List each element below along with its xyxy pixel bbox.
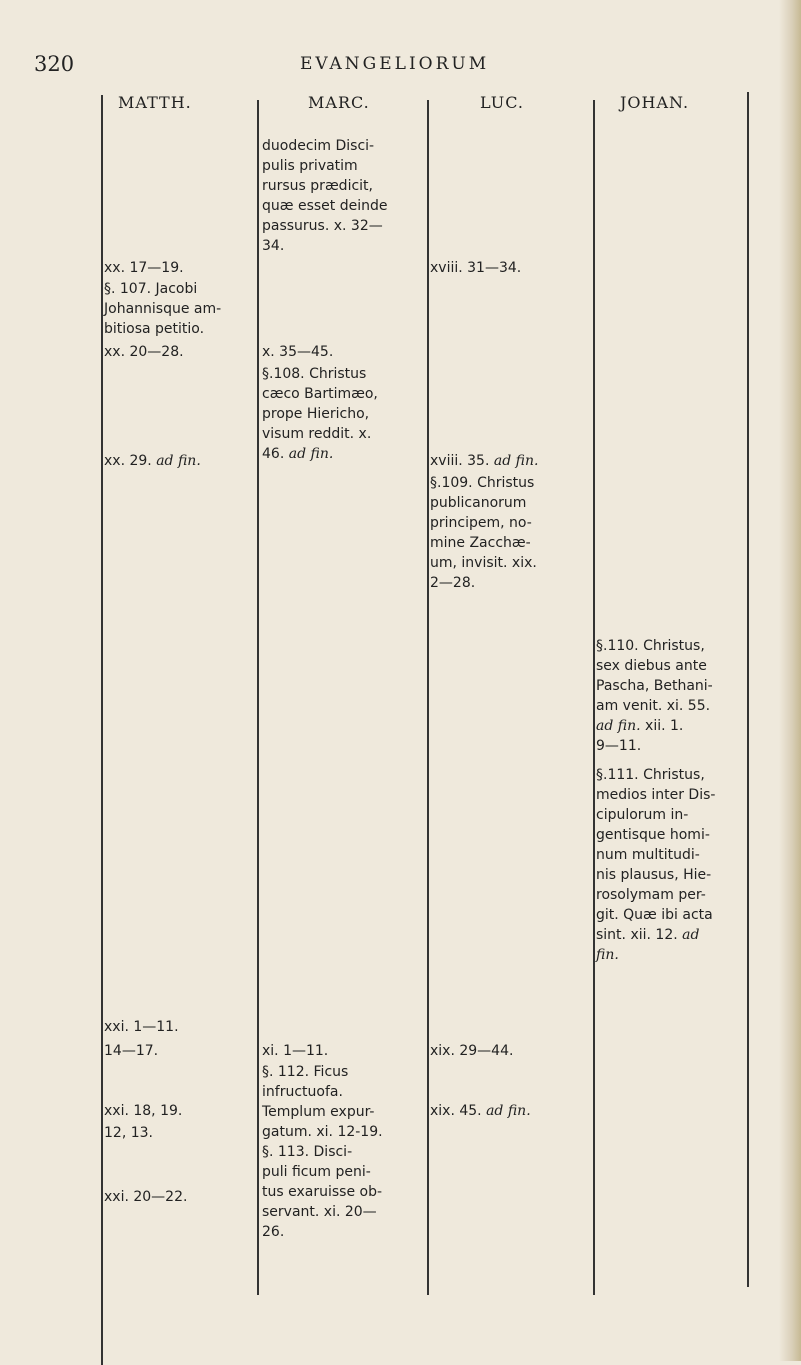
text-line: um, invisit. xix. xyxy=(430,555,537,571)
matth-entry: xx. 17—19. xyxy=(104,260,184,276)
matth-entry: 14—17. xyxy=(104,1043,159,1059)
text-line: infructuofa. xyxy=(262,1084,343,1100)
luc-entry: xix. 29—44. xyxy=(430,1043,514,1059)
text-line: bitiosa petitio. xyxy=(104,321,205,337)
matth-entry: xxi. 18, 19. xyxy=(104,1103,183,1119)
page-header xyxy=(0,52,801,82)
reference: xix. 45. xyxy=(430,1103,482,1119)
text-line: 34. xyxy=(262,238,285,254)
text-line: rosolymam per- xyxy=(596,887,706,903)
text-line: mine Zacchæ- xyxy=(430,535,531,551)
text-line: duodecim Disci- xyxy=(262,138,375,154)
text-line: visum reddit. x. xyxy=(262,426,372,442)
text-line: quæ esset deinde xyxy=(262,198,388,214)
page-edge-shadow xyxy=(779,0,801,1361)
text-line: §.110. Christus, xyxy=(596,638,705,654)
text-line: git. Quæ ibi acta xyxy=(596,907,713,923)
matth-entry: xx. 20—28. xyxy=(104,344,184,360)
text-line: gatum. xi. 12-19. xyxy=(262,1124,383,1140)
text-line: prope Hiericho, xyxy=(262,406,370,422)
column-rule xyxy=(427,100,429,1295)
column-rule xyxy=(257,100,259,1295)
column-rule xyxy=(747,92,749,1287)
matth-entry: xxi. 1—11. xyxy=(104,1019,179,1035)
reference: xii. 1. xyxy=(640,718,684,734)
reference: 46. xyxy=(262,446,285,462)
text-line: Pascha, Bethani- xyxy=(596,678,713,694)
text-line xyxy=(596,716,713,736)
text-line: publicanorum xyxy=(430,495,527,511)
matth-entry: xxi. 20—22. xyxy=(104,1189,188,1205)
marc-section-108 xyxy=(262,364,378,464)
text-line: §. 107. Jacobi xyxy=(104,281,198,297)
text-line: medios inter Dis- xyxy=(596,787,716,803)
text-line: sex diebus ante xyxy=(596,658,707,674)
italic-text: ad fin. xyxy=(489,453,539,469)
marc-entry: x. 35—45. xyxy=(262,344,334,360)
text-line: tus exaruisse ob- xyxy=(262,1184,383,1200)
text-line xyxy=(596,925,715,945)
italic-text: fin. xyxy=(596,947,619,963)
text-line: puli ficum peni- xyxy=(262,1164,371,1180)
matth-entry xyxy=(104,451,201,471)
text-line: pulis privatim xyxy=(262,158,358,174)
italic-text: ad fin. xyxy=(481,1103,531,1119)
text-line: cipulorum in- xyxy=(596,807,689,823)
text-line: §. 113. Disci- xyxy=(262,1144,353,1160)
italic-text: ad fin. xyxy=(596,718,641,734)
luc-section-109 xyxy=(430,473,537,593)
text-line xyxy=(262,444,378,464)
running-title: EVANGELIORUM xyxy=(300,54,490,74)
text-line: cæco Bartimæo, xyxy=(262,386,378,402)
text-line: §.108. Christus xyxy=(262,366,367,382)
column-header-marc: MARC. xyxy=(308,93,370,112)
matth-entry: 12, 13. xyxy=(104,1125,153,1141)
italic-text: ad xyxy=(682,927,700,943)
johan-section-110 xyxy=(596,636,713,756)
marc-entry: xi. 1—11. xyxy=(262,1043,329,1059)
marc-passage xyxy=(262,136,387,256)
johan-section-111 xyxy=(596,765,715,965)
reference: xviii. 35. xyxy=(430,453,490,469)
text-line: Johannisque am- xyxy=(104,301,222,317)
italic-text: ad fin. xyxy=(151,453,201,469)
text-line: servant. xi. 20— xyxy=(262,1204,377,1220)
luc-entry: xviii. 31—34. xyxy=(430,260,522,276)
reference: xx. 29. xyxy=(104,453,152,469)
reference: sint. xii. 12. xyxy=(596,927,683,943)
text-line: §. 112. Ficus xyxy=(262,1064,349,1080)
text-line: 9—11. xyxy=(596,738,642,754)
text-line: 26. xyxy=(262,1224,285,1240)
text-line: nis plausus, Hie- xyxy=(596,867,712,883)
column-header-luc: LUC. xyxy=(480,93,524,112)
text-line: 2—28. xyxy=(430,575,476,591)
luc-entry xyxy=(430,451,538,471)
text-line: gentisque homi- xyxy=(596,827,710,843)
italic-text: ad fin. xyxy=(284,446,334,462)
column-header-johan: JOHAN. xyxy=(620,93,690,112)
text-line: §.109. Christus xyxy=(430,475,535,491)
text-line: principem, no- xyxy=(430,515,532,531)
text-line: num multitudi- xyxy=(596,847,700,863)
text-line: am venit. xi. 55. xyxy=(596,698,711,714)
luc-entry xyxy=(430,1101,531,1121)
text-line: §.111. Christus, xyxy=(596,767,705,783)
marc-section-112-113 xyxy=(262,1062,383,1242)
column-rule xyxy=(101,95,103,1365)
page-number: 320 xyxy=(34,52,75,76)
column-header-matth: MATTH. xyxy=(118,93,192,112)
text-line: rursus prædicit, xyxy=(262,178,373,194)
text-line: Templum expur- xyxy=(262,1104,375,1120)
matth-section-107 xyxy=(104,279,221,339)
text-line: passurus. x. 32— xyxy=(262,218,383,234)
column-rule xyxy=(593,100,595,1295)
